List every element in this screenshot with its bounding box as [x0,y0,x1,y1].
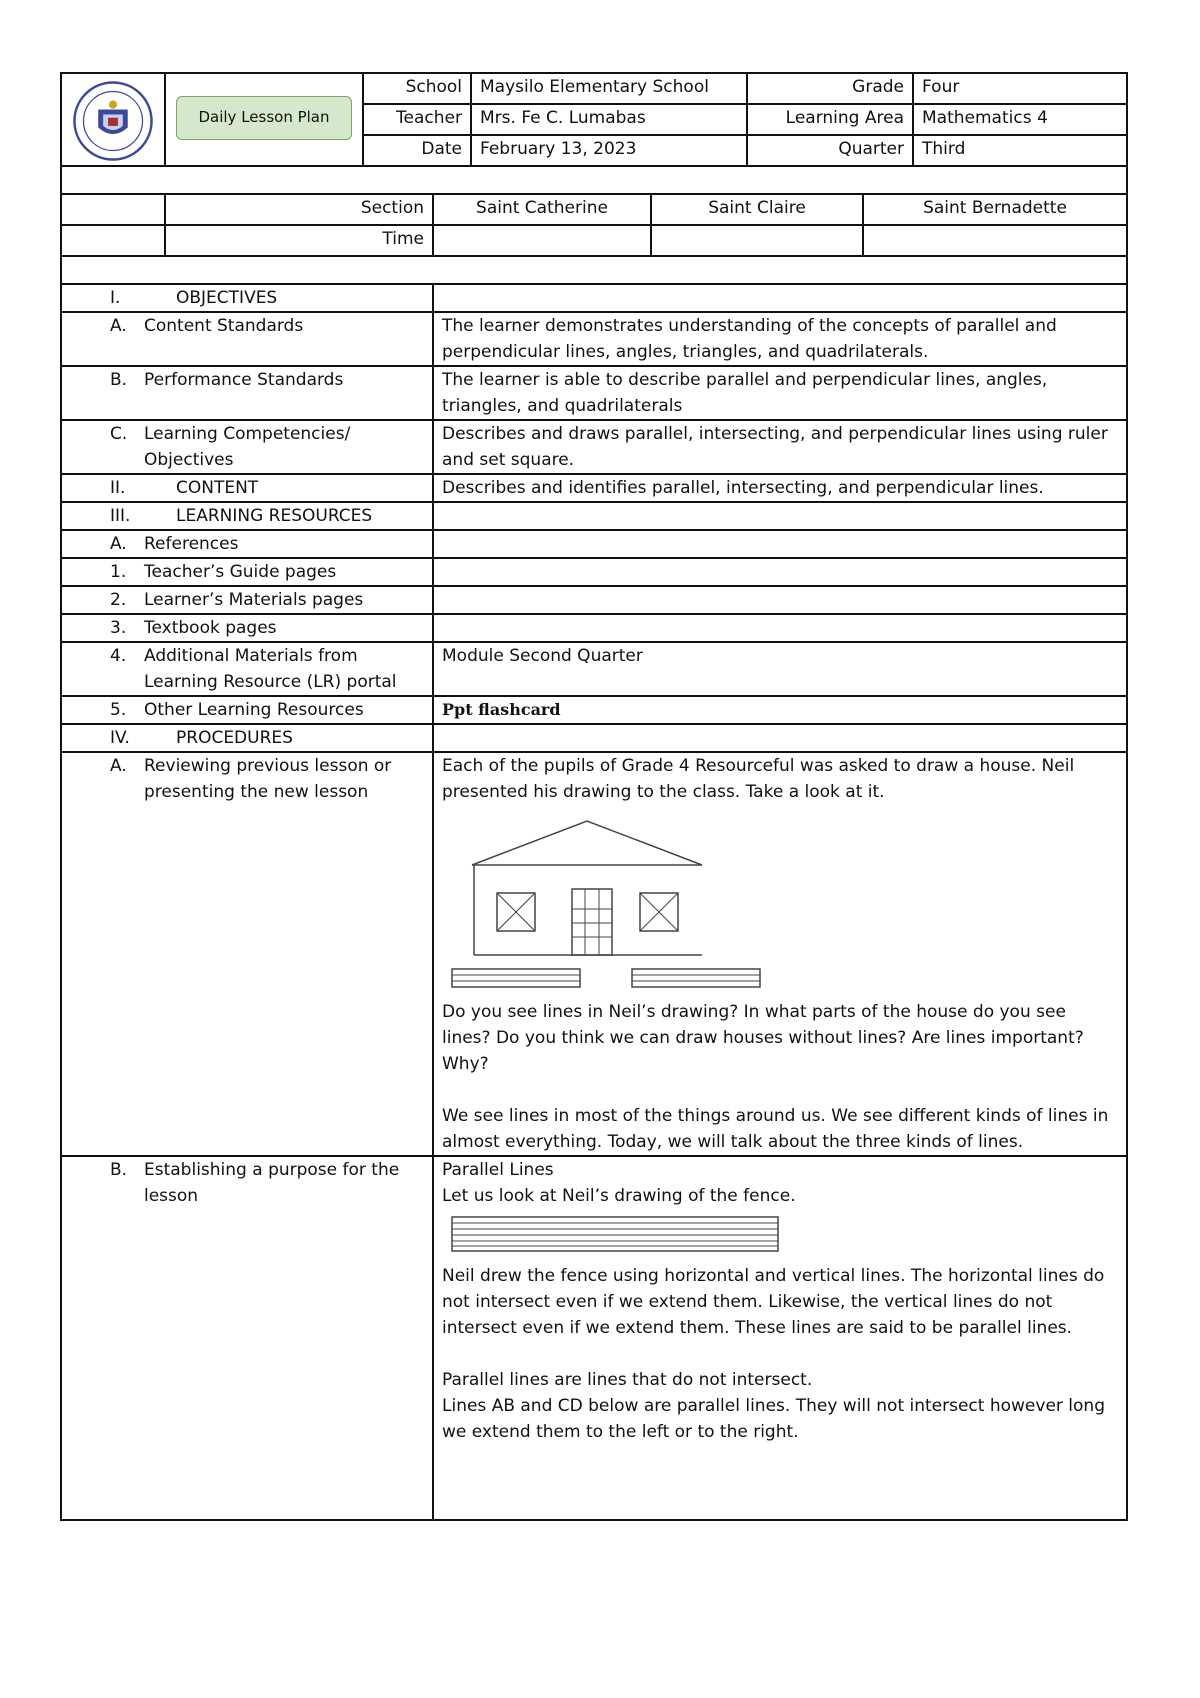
review-paragraph-1: Each of the pupils of Grade 4 Resourceful was asked to draw a house. Neil presented his drawing to the class. Take a look at it. [442,756,1075,802]
grade-value: Four [913,73,1127,104]
competencies-text: Describes and draws parallel, intersecting, and perpendicular lines using ruler and set square. [433,420,1127,474]
textbook-label: 3. Textbook pages [61,614,433,642]
purpose-paragraph-4: Lines AB and CD below are parallel lines. They will not intersect however long we extend them to the left or to the right. [442,1396,1105,1442]
quarter-value: Third [913,135,1127,166]
additional-materials-label: 4. Additional Materials from Learning Resource (LR) portal [61,642,433,696]
date-value: February 13, 2023 [471,135,747,166]
purpose-paragraph-3: Parallel lines are lines that do not intersect. [442,1370,813,1390]
empty-cell [433,502,1127,530]
competencies-label: C. Learning Competencies/ Objectives [61,420,433,474]
section-label: Section [165,194,433,225]
logo-cell [61,73,165,166]
references-label: A. References [61,530,433,558]
empty-cell [433,724,1127,752]
review-content [433,752,1127,1156]
section-name-1: Saint Catherine [433,194,651,225]
learning-resources-heading: III. LEARNING RESOURCES [61,502,433,530]
performance-standards-text: The learner is able to describe parallel and perpendicular lines, angles, triangles, and quadrilaterals [433,366,1127,420]
empty-cell [433,614,1127,642]
other-resources-label: 5. Other Learning Resources [61,696,433,724]
school-value: Maysilo Elementary School [471,73,747,104]
review-paragraph-3: We see lines in most of the things around us. We see different kinds of lines in almost everything. Today, we will talk about the three kinds of lines. [442,1106,1109,1152]
spacer-row [61,166,1127,194]
learning-area-value: Mathematics 4 [913,104,1127,135]
school-label: School [363,73,471,104]
purpose-label: B. Establishing a purpose for the lesson [61,1156,433,1520]
blank-cell [61,225,165,256]
section-name-3: Saint Bernadette [863,194,1127,225]
date-label: Date [363,135,471,166]
performance-standards-label: B. Performance Standards [61,366,433,420]
spacer-row [61,256,1127,284]
review-paragraph-2: Do you see lines in Neil’s drawing? In what parts of the house do you see lines? Do you think we can draw houses without lines? Are lines important? Why? [442,1002,1084,1074]
grade-label: Grade [747,73,913,104]
badge-cell [165,73,363,166]
empty-cell [433,530,1127,558]
content-text: Describes and identifies parallel, intersecting, and perpendicular lines. [433,474,1127,502]
lesson-plan-page [60,72,1126,1521]
blank-cell [61,194,165,225]
empty-cell [433,284,1127,312]
teacher-value: Mrs. Fe C. Lumabas [471,104,747,135]
purpose-content [433,1156,1127,1520]
procedures-heading: IV. PROCEDURES [61,724,433,752]
sections-table [60,193,1128,285]
time-cell-2 [651,225,863,256]
empty-cell [433,586,1127,614]
parallel-lines-title: Parallel Lines [442,1160,554,1180]
teachers-guide-label: 1. Teacher’s Guide pages [61,558,433,586]
header-table [60,72,1128,195]
time-label: Time [165,225,433,256]
quarter-label: Quarter [747,135,913,166]
additional-materials-text: Module Second Quarter [433,642,1127,696]
deped-seal-icon [72,80,154,162]
daily-lesson-plan-badge: Daily Lesson Plan [176,96,352,140]
learning-area-label: Learning Area [747,104,913,135]
plan-table [60,283,1128,1521]
learners-materials-label: 2. Learner’s Materials pages [61,586,433,614]
time-cell-3 [863,225,1127,256]
teacher-label: Teacher [363,104,471,135]
content-standards-label: A. Content Standards [61,312,433,366]
purpose-paragraph-1: Let us look at Neil’s drawing of the fence. [442,1186,796,1206]
time-cell-1 [433,225,651,256]
content-heading: II. CONTENT [61,474,433,502]
section-name-2: Saint Claire [651,194,863,225]
house-drawing [442,815,762,993]
other-resources-text: Ppt flashcard [433,696,1127,724]
fence-drawing [442,1215,782,1255]
objectives-heading: I. OBJECTIVES [61,284,433,312]
content-standards-text: The learner demonstrates understanding of the concepts of parallel and perpendicular lines, angles, triangles, and quadrilaterals. [433,312,1127,366]
empty-cell [433,558,1127,586]
purpose-paragraph-2: Neil drew the fence using horizontal and vertical lines. The horizontal lines do not intersect even if we extend them. Likewise, the vertical lines do not intersect even if we extend them. These lines are said to be parallel lines. [442,1266,1105,1338]
review-label: A. Reviewing previous lesson or presenting the new lesson [61,752,433,1156]
